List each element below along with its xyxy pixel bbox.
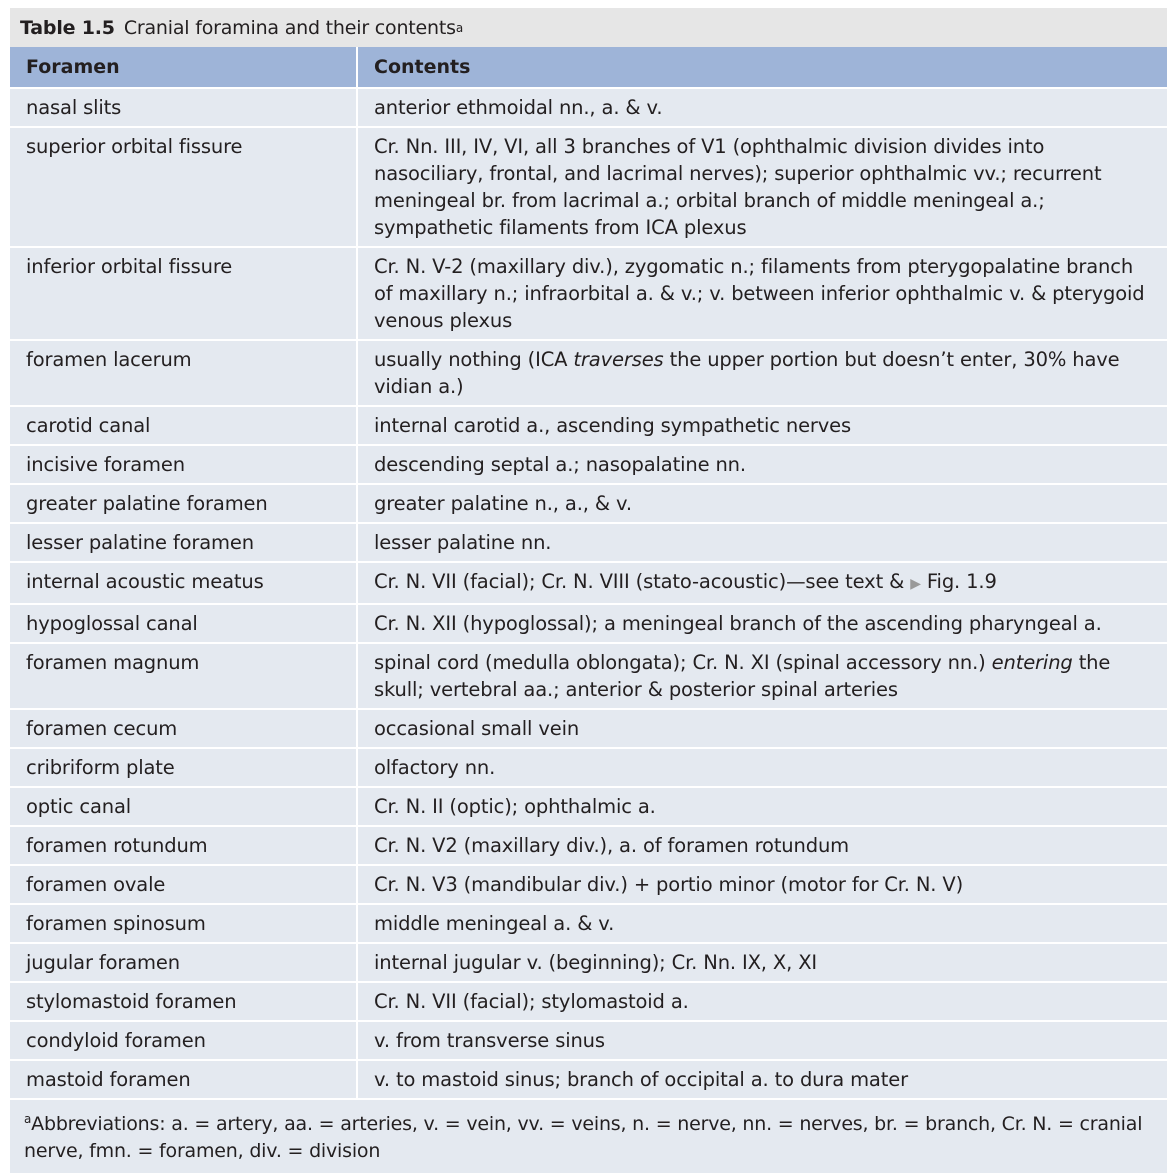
- column-header-contents: Contents: [357, 47, 1167, 88]
- table-row: [10, 1021, 1167, 1060]
- table-label: Table 1.5: [20, 16, 115, 39]
- footnote-text: Abbreviations: a. = artery, aa. = arteries, v. = vein, vv. = veins, n. = nerve, nn. = nerves, br. = branch, Cr. N. = cranial nerve, fmn. = foramen, div. = division: [24, 1113, 1143, 1162]
- foramen-cell: lesser palatine foramen: [10, 523, 357, 562]
- foramen-cell: condyloid foramen: [10, 1021, 357, 1060]
- foramen-cell: incisive foramen: [10, 445, 357, 484]
- contents-cell: Cr. N. XII (hypoglossal); a meningeal branch of the ascending pharyngeal a.: [357, 604, 1167, 643]
- table-caption: [10, 8, 1167, 47]
- contents-cell: occasional small vein: [357, 709, 1167, 748]
- table-row: [10, 523, 1167, 562]
- contents-text: Fig. 1.9: [920, 570, 997, 593]
- contents-cell: Cr. Nn. III, IV, VI, all 3 branches of V1 (ophthalmic division divides into nasociliary, frontal, and lacrimal nerves); superior ophthalmic vv.; recurrent meningeal br. from lacrimal a.; orbital branch of middle meningeal a.; sympathetic filaments from ICA plexus: [357, 127, 1167, 247]
- table-row: [10, 709, 1167, 748]
- contents-cell: middle meningeal a. & v.: [357, 904, 1167, 943]
- table-row: [10, 826, 1167, 865]
- contents-cell: greater palatine n., a., & v.: [357, 484, 1167, 523]
- contents-cell: lesser palatine nn.: [357, 523, 1167, 562]
- header-row: [10, 47, 1167, 88]
- contents-cell: Cr. N. II (optic); ophthalmic a.: [357, 787, 1167, 826]
- foramen-cell: inferior orbital fissure: [10, 247, 357, 340]
- table-row: [10, 247, 1167, 340]
- table-row: [10, 127, 1167, 247]
- table-title: Cranial foramina and their contents: [123, 16, 456, 39]
- footnote-marker: a: [24, 1112, 32, 1126]
- contents-cell: internal jugular v. (beginning); Cr. Nn. IX, X, XI: [357, 943, 1167, 982]
- contents-cell: [357, 562, 1167, 604]
- foramen-cell: foramen rotundum: [10, 826, 357, 865]
- table-row: [10, 88, 1167, 127]
- foramen-cell: internal acoustic meatus: [10, 562, 357, 604]
- contents-cell: anterior ethmoidal nn., a. & v.: [357, 88, 1167, 127]
- table-row: [10, 604, 1167, 643]
- contents-cell: descending septal a.; nasopalatine nn.: [357, 445, 1167, 484]
- data-table: [10, 47, 1167, 1100]
- foramina-table: [10, 8, 1167, 1173]
- table-row: [10, 340, 1167, 406]
- foramen-cell: mastoid foramen: [10, 1060, 357, 1099]
- contents-cell: [357, 340, 1167, 406]
- table-row: [10, 562, 1167, 604]
- table-body: [10, 88, 1167, 1099]
- foramen-cell: optic canal: [10, 787, 357, 826]
- contents-cell: olfactory nn.: [357, 748, 1167, 787]
- contents-emphasis: traverses: [573, 348, 664, 371]
- contents-cell: v. from transverse sinus: [357, 1021, 1167, 1060]
- cross-reference-arrow-icon: ▶: [910, 576, 921, 592]
- contents-cell: Cr. N. V2 (maxillary div.), a. of foramen rotundum: [357, 826, 1167, 865]
- table-row: [10, 406, 1167, 445]
- foramen-cell: superior orbital fissure: [10, 127, 357, 247]
- contents-cell: v. to mastoid sinus; branch of occipital a. to dura mater: [357, 1060, 1167, 1099]
- foramen-cell: jugular foramen: [10, 943, 357, 982]
- contents-text: the skull; vertebral aa.; anterior & posterior spinal arteries: [374, 651, 1111, 701]
- table-row: [10, 748, 1167, 787]
- table-row: [10, 904, 1167, 943]
- foramen-cell: nasal slits: [10, 88, 357, 127]
- contents-cell: internal carotid a., ascending sympathetic nerves: [357, 406, 1167, 445]
- contents-text: spinal cord (medulla oblongata); Cr. N. XI (spinal accessory nn.): [374, 651, 992, 674]
- foramen-cell: foramen spinosum: [10, 904, 357, 943]
- contents-cell: [357, 643, 1167, 709]
- foramen-cell: cribriform plate: [10, 748, 357, 787]
- foramen-cell: hypoglossal canal: [10, 604, 357, 643]
- table-footnote: [10, 1100, 1167, 1173]
- foramen-cell: foramen cecum: [10, 709, 357, 748]
- table-row: [10, 982, 1167, 1021]
- contents-text: the upper portion but doesn’t enter, 30% have vidian a.): [374, 348, 1120, 398]
- foramen-cell: foramen lacerum: [10, 340, 357, 406]
- contents-text: usually nothing (ICA: [374, 348, 574, 371]
- table-row: [10, 1060, 1167, 1099]
- table-row: [10, 484, 1167, 523]
- foramen-cell: carotid canal: [10, 406, 357, 445]
- contents-text: Cr. N. VII (facial); Cr. N. VIII (stato-acoustic)—see text &: [374, 570, 911, 593]
- foramen-cell: foramen ovale: [10, 865, 357, 904]
- table-title-footnote-marker: a: [455, 20, 463, 35]
- foramen-cell: stylomastoid foramen: [10, 982, 357, 1021]
- contents-cell: Cr. N. VII (facial); stylomastoid a.: [357, 982, 1167, 1021]
- foramen-cell: greater palatine foramen: [10, 484, 357, 523]
- foramen-cell: foramen magnum: [10, 643, 357, 709]
- contents-cell: Cr. N. V-2 (maxillary div.), zygomatic n.; filaments from pterygopalatine branch of maxillary n.; infraorbital a. & v.; v. between inferior ophthalmic v. & pterygoid venous plexus: [357, 247, 1167, 340]
- table-row: [10, 445, 1167, 484]
- contents-emphasis: entering: [991, 651, 1073, 674]
- column-header-foramen: Foramen: [10, 47, 357, 88]
- table-row: [10, 943, 1167, 982]
- contents-cell: Cr. N. V3 (mandibular div.) + portio minor (motor for Cr. N. V): [357, 865, 1167, 904]
- table-row: [10, 787, 1167, 826]
- table-row: [10, 643, 1167, 709]
- table-row: [10, 865, 1167, 904]
